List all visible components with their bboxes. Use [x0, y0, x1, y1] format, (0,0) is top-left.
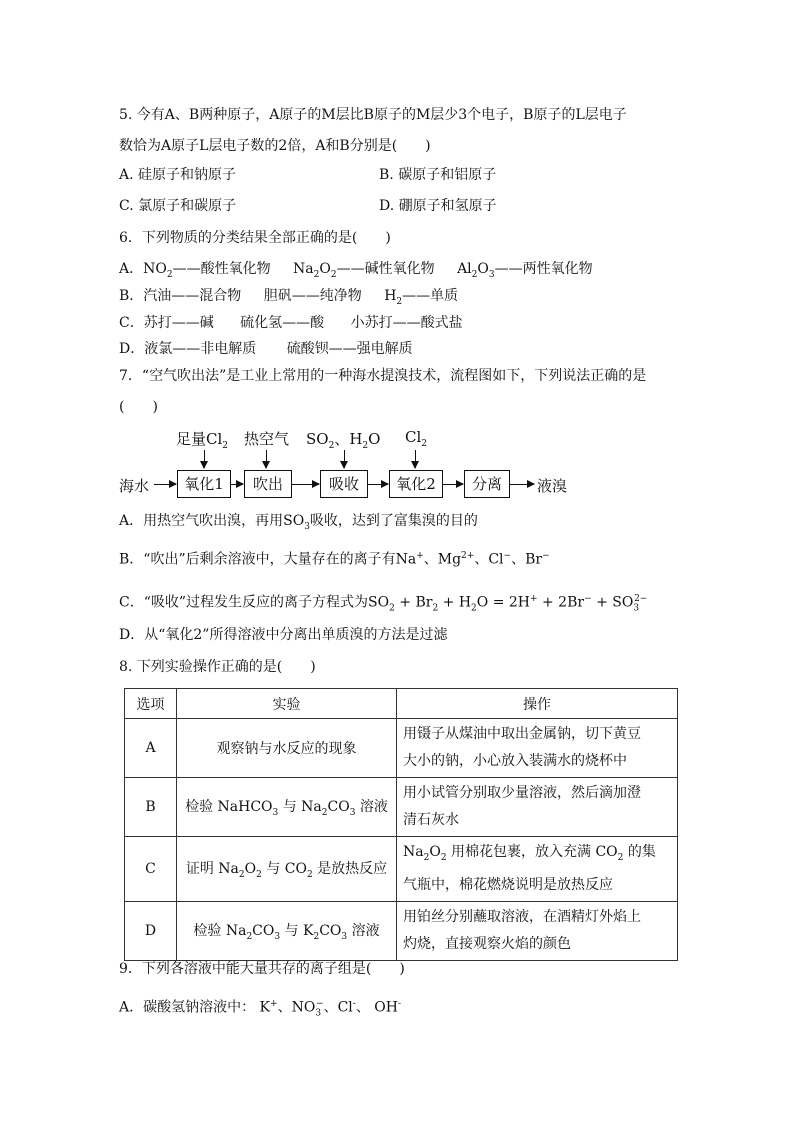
q6-a-item2: Na: [293, 261, 314, 277]
flow-box-oxidize2: 氧化2: [389, 470, 443, 498]
flow-start-seawater: 海水: [119, 477, 150, 495]
q6-a-class1: ——酸性氧化物: [172, 261, 271, 277]
q6-option-b: [119, 287, 458, 311]
cell-experiment: 观察钠与水反应的现象: [177, 719, 397, 778]
q6-d-item2: 硫酸钡——强电解质: [286, 341, 413, 357]
q6-option-d: [119, 340, 413, 358]
q7-option-c: C．“吸收”过程发生反应的离子方程式为$SO_2 + Br_2 + H_2O = 2H^+ + 2Br^- + SO_3^{2-}$: [119, 594, 648, 614]
q5-option-c: C. 氯原子和碳原子: [119, 198, 237, 214]
q7-stem: 7．“空气吹出法”是工业上常用的一种海水提溴技术，流程图如下，下列说法正确的是: [119, 368, 647, 384]
cell-option: D: [125, 901, 177, 960]
q7-option-a: A．用热空气吹出溴，再用$SO_3$吸收，达到了富集溴的目的: [119, 513, 478, 532]
flow-input-2: 热空气: [244, 430, 290, 448]
q6-b-item2: 胆矾——纯净物: [263, 288, 362, 304]
table-row: [125, 901, 678, 960]
q6-c-item1: 苏打——碱: [143, 315, 214, 331]
table-row: [125, 778, 678, 837]
table-header-row: [125, 689, 678, 719]
flow-box-oxidize1: 氧化1: [177, 470, 231, 498]
flow-down-arrow: [266, 450, 267, 468]
cell-experiment: 证明 $Na_2O_2$ 与 $CO_2$ 是放热反应: [177, 837, 397, 902]
flow-box-separate: 分离: [464, 470, 510, 498]
q6-b-item3b: ——单质: [402, 288, 459, 304]
header-experiment: 实验: [177, 689, 397, 719]
q5-line2: 数恰为A原子L层电子数的2倍，A和B分别是( ): [119, 138, 431, 154]
q6-a-item3b: O: [477, 261, 489, 277]
flow-arrow: [510, 484, 534, 485]
flow-arrow: [292, 484, 319, 485]
q6-a-sub: 3: [488, 269, 495, 280]
q6-c-label: C．: [119, 315, 144, 331]
cell-option: B: [125, 778, 177, 837]
flow-arrow: [368, 484, 388, 485]
q6-a-sub: 2: [330, 269, 337, 280]
cell-option: A: [125, 719, 177, 778]
cell-operation: 用镊子从煤油中取出金属钠，切下黄豆 大小的钠，小心放入装满水的烧杯中: [397, 719, 678, 778]
cell-experiment: 检验 $Na_2CO_3$ 与 $K_2CO_3$ 溶液: [177, 901, 397, 960]
q6-b-item1: 汽油——混合物: [143, 288, 242, 304]
q7-option-d: D．从“氧化2”所得溶液中分离出单质溴的方法是过滤: [119, 627, 448, 643]
flow-input-3: $SO_2$、$H_2O$: [306, 430, 381, 451]
q9-option-a: A．碳酸氢钠溶液中： K+、$NO_3^-$、Cl-、 OH-: [119, 999, 402, 1019]
flow-input-1: 足量$Cl_2$: [176, 430, 229, 451]
q6-option-c: [119, 314, 463, 332]
q7-option-b: B．“吹出”后剩余溶液中，大量存在的离子有Na+、$Mg^{2+}$、Cl−、Br−: [119, 551, 550, 568]
q6-a-label: A．: [119, 261, 144, 277]
flow-end-bromine: 液溴: [537, 477, 568, 495]
cell-operation: 用铂丝分别蘸取溶液，在酒精灯外焰上 灼烧，直接观察火焰的颜色: [397, 901, 678, 960]
q5-option-b: B. 碳原子和铝原子: [379, 167, 497, 183]
flow-down-arrow: [204, 450, 205, 468]
cell-experiment: 检验 NaHCO$_3$ 与 $Na_2CO_3$ 溶液: [177, 778, 397, 837]
q6-c-item2: 硫化氢——酸: [240, 315, 325, 331]
flow-arrow: [231, 484, 243, 485]
q6-a-sub: 2: [166, 269, 173, 280]
cell-operation: 用小试管分别取少量溶液，然后滴加澄 清石灰水: [397, 778, 678, 837]
q6-a-sub: 2: [313, 269, 320, 280]
header-operation: 操作: [397, 689, 678, 719]
q5-option-a: A. 硅原子和钠原子: [119, 167, 237, 183]
q6-c-item3: 小苏打——酸式盐: [350, 315, 463, 331]
q6-a-item1: NO: [143, 261, 167, 277]
q6-d-label: D．: [119, 341, 145, 357]
flow-input-4: $Cl_2$: [405, 428, 428, 449]
q6-b-item3: H: [384, 288, 397, 304]
table-row: [125, 837, 678, 902]
q6-d-item1: 液氯——非电解质: [144, 341, 257, 357]
q6-a-item2b: O: [319, 261, 331, 277]
q6-option-a: [119, 260, 593, 284]
q6-a-class3: ——两性氧化物: [494, 261, 593, 277]
cell-option: C: [125, 837, 177, 902]
q6-a-item3: Al: [457, 261, 472, 277]
q6-a-class2: ——碱性氧化物: [336, 261, 435, 277]
flow-arrow: [154, 484, 176, 485]
flow-arrow: [443, 484, 463, 485]
header-option: 选项: [125, 689, 177, 719]
q5-line1: 5. 今有A、B两种原子，A原子的M层比B原子的M层少3个电子，B原子的L层电子: [119, 107, 627, 123]
flow-down-arrow: [344, 450, 345, 468]
q6-a-sub: 2: [471, 269, 478, 280]
q8-stem: 8. 下列实验操作正确的是( ): [119, 659, 316, 675]
q6-stem: 6．下列物质的分类结果全部正确的是( ): [119, 230, 391, 246]
cell-operation: $Na_2O_2$ 用棉花包裹，放入充满 $CO_2$ 的集 气瓶中，棉花燃烧说明是放热反应: [397, 837, 678, 902]
flow-box-absorb: 吸收: [320, 470, 368, 498]
q6-b-sub: 2: [396, 296, 403, 307]
q6-b-label: B．: [119, 288, 144, 304]
q7-paren: ( ): [119, 399, 158, 415]
experiment-table: [124, 688, 678, 961]
table-row: [125, 719, 678, 778]
q9-stem: 9．下列各溶液中能大量共存的离子组是( ): [119, 961, 405, 977]
flow-box-blow: 吹出: [244, 470, 292, 498]
q5-option-d: D. 硼原子和氢原子: [379, 198, 497, 214]
flow-down-arrow: [415, 450, 416, 468]
